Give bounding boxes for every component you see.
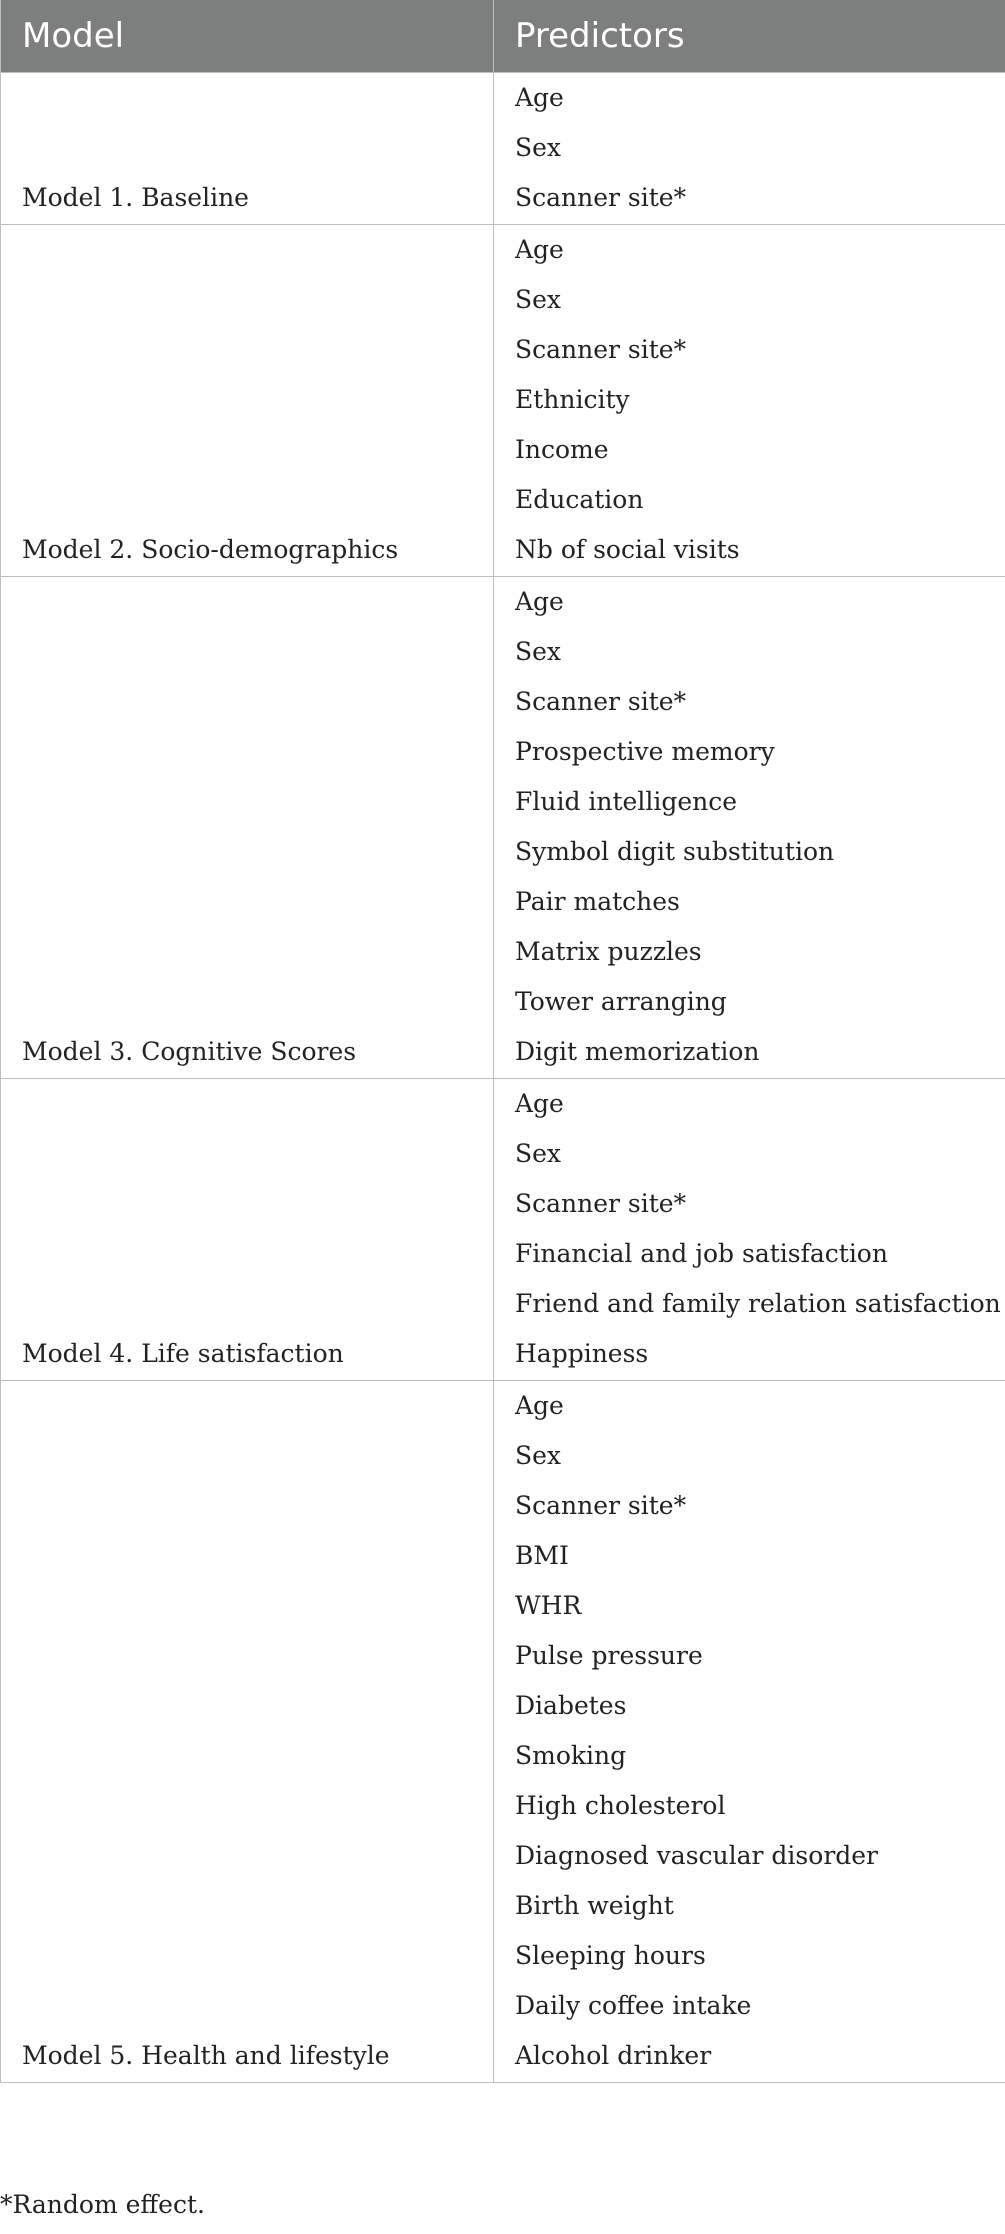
predictor-item: Digit memorization — [515, 1037, 760, 1066]
predictor-item: Sex — [515, 1441, 562, 1470]
predictor-item: Tower arranging — [515, 987, 727, 1016]
predictor-item: Matrix puzzles — [515, 937, 702, 966]
predictor-item: Age — [515, 587, 564, 616]
predictor-item: Prospective memory — [515, 737, 775, 766]
predictor-item: Diabetes — [515, 1691, 627, 1720]
predictor-item: High cholesterol — [515, 1791, 726, 1820]
predictors-cell — [494, 1381, 1005, 2083]
predictor-item: Happiness — [515, 1339, 649, 1368]
predictor-item: Daily coffee intake — [515, 1991, 752, 2020]
table-row — [1, 1381, 1005, 2083]
predictor-item: Birth weight — [515, 1891, 674, 1920]
predictor-item: Education — [515, 485, 644, 514]
footnote: *Random effect. — [0, 2190, 205, 2219]
predictor-item: Nb of social visits — [515, 535, 740, 564]
table-row — [1, 1079, 1005, 1381]
predictors-cell — [494, 225, 1005, 577]
model-name-cell: Model 3. Cognitive Scores — [1, 577, 494, 1079]
predictor-item: Sex — [515, 637, 562, 666]
column-header-model: Model — [1, 0, 494, 73]
predictor-item: Age — [515, 83, 564, 112]
predictor-item: Scanner site* — [515, 335, 687, 364]
predictor-item: Alcohol drinker — [515, 2041, 712, 2070]
column-header-predictors: Predictors — [494, 0, 1005, 73]
table-row — [1, 225, 1005, 577]
table-row — [1, 577, 1005, 1079]
predictor-item: Fluid intelligence — [515, 787, 738, 816]
predictor-item: Sex — [515, 285, 562, 314]
predictors-cell — [494, 1079, 1005, 1381]
predictor-item: Sleeping hours — [515, 1941, 706, 1970]
predictor-item: Age — [515, 1391, 564, 1420]
predictor-item: Pair matches — [515, 887, 680, 916]
predictor-item: Scanner site* — [515, 183, 687, 212]
model-name-cell: Model 2. Socio-demographics — [1, 225, 494, 577]
model-name-cell: Model 5. Health and lifestyle — [1, 1381, 494, 2083]
predictor-item: Age — [515, 235, 564, 264]
model-name-cell: Model 1. Baseline — [1, 73, 494, 225]
predictor-item: Income — [515, 435, 609, 464]
predictor-item: BMI — [515, 1541, 569, 1570]
model-name-cell: Model 4. Life satisfaction — [1, 1079, 494, 1381]
predictor-item: Sex — [515, 133, 562, 162]
predictor-item: Diagnosed vascular disorder — [515, 1841, 879, 1870]
predictor-item: Smoking — [515, 1741, 627, 1770]
predictor-item: WHR — [515, 1591, 582, 1620]
predictors-cell — [494, 73, 1005, 225]
predictor-item: Ethnicity — [515, 385, 630, 414]
predictor-item: Scanner site* — [515, 1189, 687, 1218]
table-row — [1, 73, 1005, 225]
table-header — [1, 0, 1005, 73]
predictor-item: Pulse pressure — [515, 1641, 703, 1670]
predictor-item: Scanner site* — [515, 1491, 687, 1520]
predictor-item: Friend and family relation satisfaction — [515, 1289, 1001, 1318]
predictor-item: Financial and job satisfaction — [515, 1239, 888, 1268]
predictor-item: Sex — [515, 1139, 562, 1168]
predictor-item: Symbol digit substitution — [515, 837, 835, 866]
table-body — [1, 73, 1005, 2083]
predictors-cell — [494, 577, 1005, 1079]
predictor-item: Scanner site* — [515, 687, 687, 716]
header-row — [1, 0, 1005, 73]
predictor-item: Age — [515, 1089, 564, 1118]
